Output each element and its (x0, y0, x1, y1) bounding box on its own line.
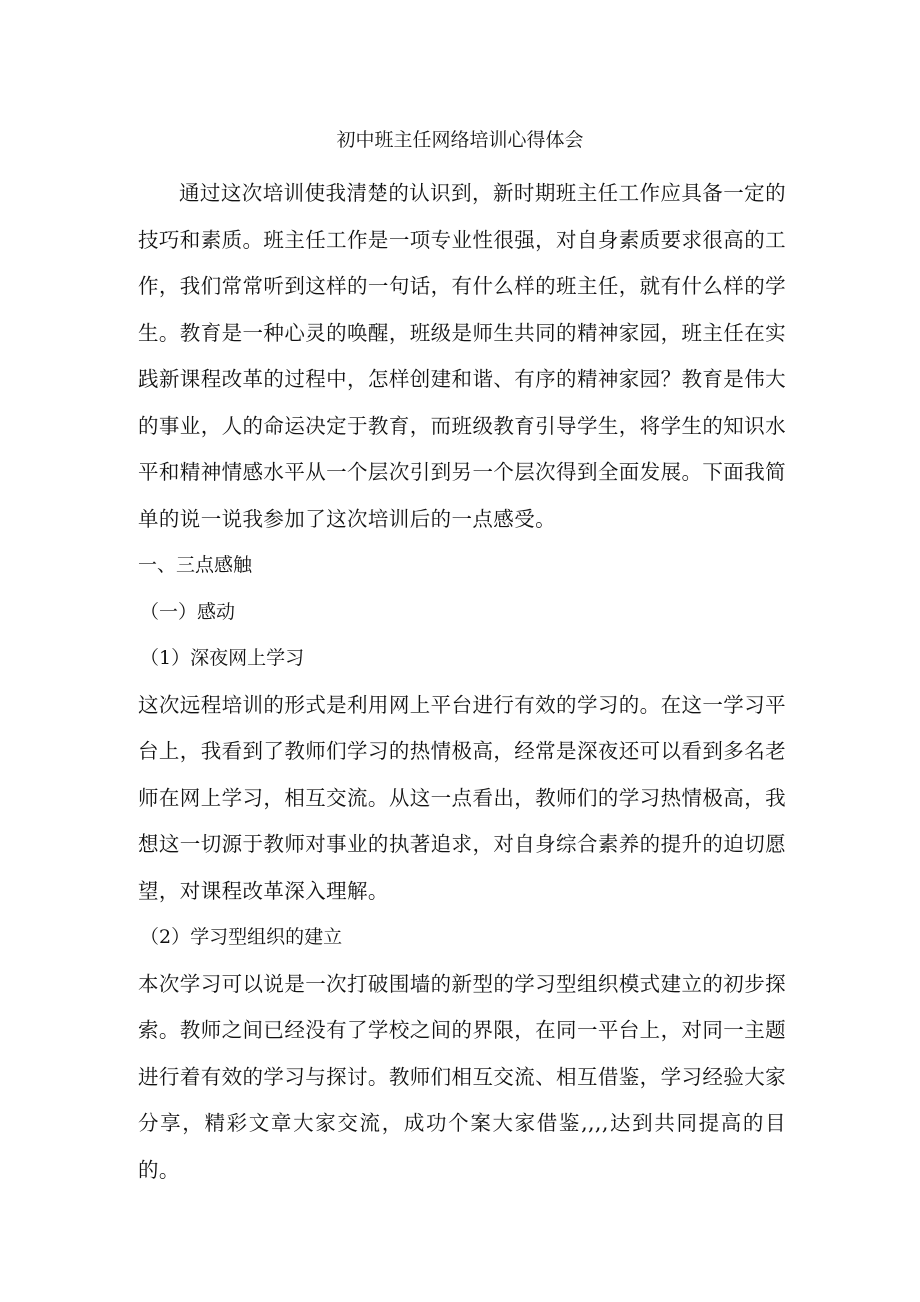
intro-paragraph: 通过这次培训使我清楚的认识到，新时期班主任工作应具备一定的技巧和素质。班主任工作是一项专业性很强，对自身素质要求很高的工作，我们常常听到这样的一句话，有什么样的班主任，就有什么样的学生。教育是一种心灵的唤醒，班级是师生共同的精神家园，班主任在实践新课程改革的过程中，怎样创建和谐、有序的精神家园？教育是伟大的事业，人的命运决定于教育，而班级教育引导学生，将学生的知识水平和精神情感水平从一个层次引到另一个层次得到全面发展。下面我简单的说一说我参加了这次培训后的一点感受。 (138, 181, 786, 531)
document-title: 初中班主任网络培训心得体会 (336, 129, 584, 151)
item-paragraph-1: 这次远程培训的形式是利用网上平台进行有效的学习的。在这一学习平台上，我看到了教师们学习的热情极高，经常是深夜还可以看到多名老师在网上学习，相互交流。从这一点看出，教师们的学习热情极高，我想这一切源于教师对事业的执著追求，对自身综合素养的提升的迫切愿望，对课程改革深入理解。 (138, 692, 786, 903)
section-heading-1: 一、三点感触 (138, 554, 253, 576)
item-heading-1: （1）深夜网上学习 (140, 647, 305, 669)
subsection-heading-1: （一）感动 (140, 600, 236, 623)
item-heading-2: （2）学习型组织的建立 (140, 926, 343, 948)
item-paragraph-2: 本次学习可以说是一次打破围墙的新型的学习型组织模式建立的初步探索。教师之间已经没有了学校之间的界限，在同一平台上，对同一主题进行着有效的学习与探讨。教师们相互交流、相互借鉴，学习经验大家分享，精彩文章大家交流，成功个案大家借鉴,,,,达到共同提高的目的。 (138, 971, 786, 1182)
document-body (138, 170, 786, 1193)
